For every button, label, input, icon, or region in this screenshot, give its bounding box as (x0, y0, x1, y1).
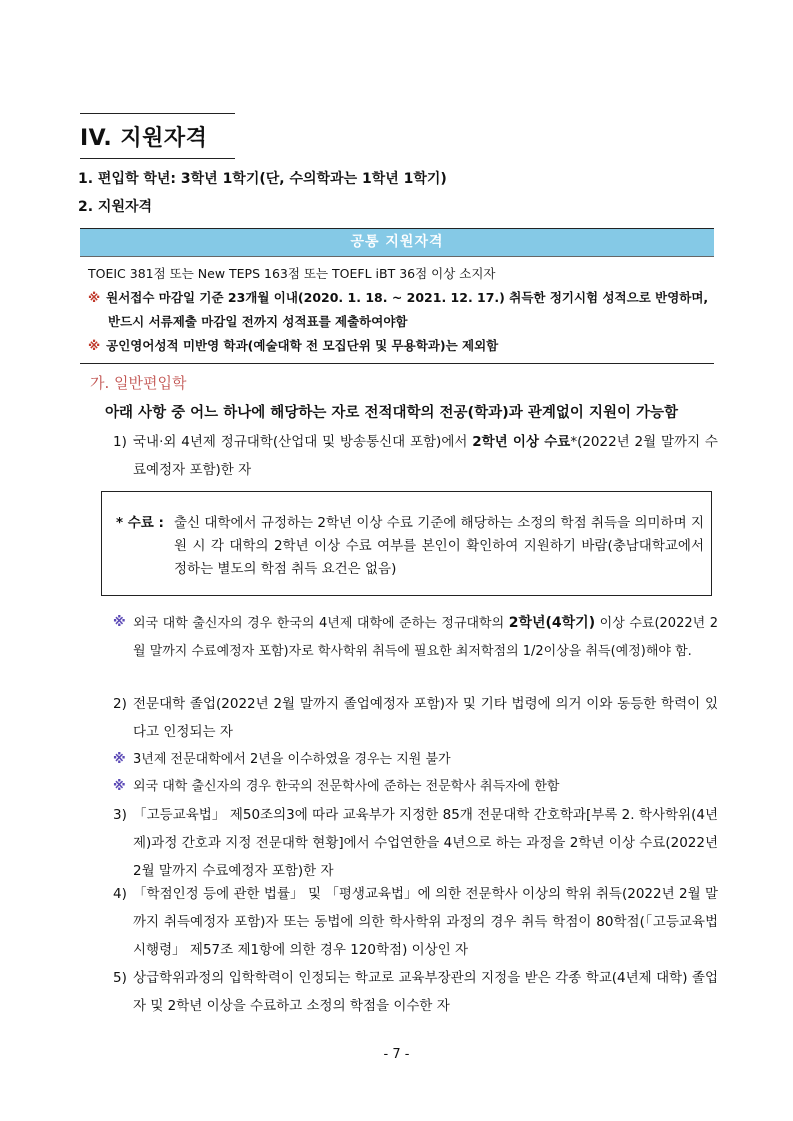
definition-body: 출신 대학에서 규정하는 2학년 이상 수료 기준에 해당하는 소정의 학점 취득을 의미하며 지원 시 각 대학의 2학년 이상 수료 여부를 본인이 확인하여 지원하기 바람(충남대학교에서 정하는 별도의 학점 취득 요건은 없음) (174, 515, 704, 577)
list-item-text: 상급학위과정의 입학학력이 인정되는 학교로 교육부장관의 지정을 받은 각종 학교(4년제 대학) 졸업자 및 2학년 이상을 수료하고 소정의 학점을 이수한 자 (133, 970, 718, 1014)
reference-mark-icon: ※ (88, 338, 101, 353)
reference-mark-icon: ※ (113, 615, 126, 630)
definition-box (101, 491, 712, 596)
score-validity-note: ※ 원서접수 마감일 기준 23개월 이내(2020. 1. 18. ~ 2021. 12. 17.) 취득한 정기시험 성적으로 반영하며, (88, 290, 709, 305)
section-title: IV. 지원자격 (80, 113, 235, 159)
list-item-number: 1) (113, 434, 127, 450)
note-text: 외국 대학 출신자의 경우 한국의 전문학사에 준하는 전문학사 취득자에 한함 (133, 779, 560, 794)
page-number: - 7 - (383, 1047, 410, 1062)
list-item-number: 3) (113, 807, 127, 823)
reference-mark-icon: ※ (113, 779, 126, 794)
list-item-text: 「학점인정 등에 관한 법률」 및 「평생교육법」에 의한 전문학사 이상의 학위 취득(2022년 2월 말까지 취득예정자 포함)자 또는 동법에 의한 학사학위 과정의 경우 취득 학점이 80학점(「고등교육법 시행령」 제57조 제1항에 의한 경우 120학점) 이상인 자 (133, 886, 718, 958)
list-item-text: 전문대학 졸업(2022년 2월 말까지 졸업예정자 포함)자 및 기타 법령에 의거 이와 동등한 학력이 있다고 인정되는 자 (133, 696, 718, 740)
reference-mark-icon: ※ (113, 752, 126, 767)
note-item (113, 746, 718, 774)
common-qualification-header: 공통 지원자격 (80, 228, 714, 257)
list-item (113, 964, 718, 1020)
note-item (113, 773, 718, 801)
list-item (113, 801, 718, 885)
common-qualification-body (80, 257, 714, 363)
common-qualification-box (80, 228, 714, 364)
list-item-number: 2) (113, 696, 127, 712)
list-item-number: 5) (113, 970, 127, 986)
heading-transfer-year: 1. 편입학 학년: 3학년 1학기(단, 수의학과는 1학년 1학기) (78, 171, 447, 187)
subsection-title: 가. 일반편입학 (90, 374, 187, 392)
note-text: 3년제 전문대학에서 2년을 이수하였을 경우는 지원 불가 (133, 752, 451, 767)
note-item (113, 609, 718, 666)
list-item (113, 690, 718, 746)
list-item-text: 「고등교육법」 제50조의3에 따라 교육부가 지정한 85개 전문대학 간호학과[부록 2. 학사학위(4년제)과정 간호과 지정 전문대학 현황]에서 수업연한을 4년으로 하는 과정을 2학년 이상 수료(2022년 2월 말까지 수료예정자 포함)한 자 (133, 807, 718, 879)
score-submission-note: 반드시 서류제출 마감일 전까지 성적표를 제출하여야함 (108, 314, 408, 329)
list-item-number: 4) (113, 886, 127, 902)
heading-qualifications: 2. 지원자격 (78, 199, 153, 215)
note-text: 외국 대학 출신자의 경우 한국의 4년제 대학에 준하는 정규대학의 2학년(4학기) 이상 수료(2022년 2월 말까지 수료예정자 포함)자로 학사학위 취득에 필요한 최저학점의 1/2이상을 취득(예정)해야 함. (133, 615, 718, 659)
definition-label: * 수료 : (116, 515, 164, 531)
intro-text: 아래 사항 중 어느 하나에 해당하는 자로 전적대학의 전공(학과)과 관계없이 지원이 가능함 (105, 405, 679, 421)
list-item (113, 428, 718, 484)
reference-mark-icon: ※ (88, 290, 101, 305)
toeic-requirement: TOEIC 381점 또는 New TEPS 163점 또는 TOEFL iBT 36점 이상 소지자 (88, 266, 496, 281)
list-item (113, 880, 718, 964)
exemption-note: ※ 공인영어성적 미반영 학과(예술대학 전 모집단위 및 무용학과)는 제외함 (88, 338, 499, 353)
list-item-text: 국내·외 4년제 정규대학(산업대 및 방송통신대 포함)에서 2학년 이상 수료*(2022년 2월 말까지 수료예정자 포함)한 자 (133, 434, 718, 478)
